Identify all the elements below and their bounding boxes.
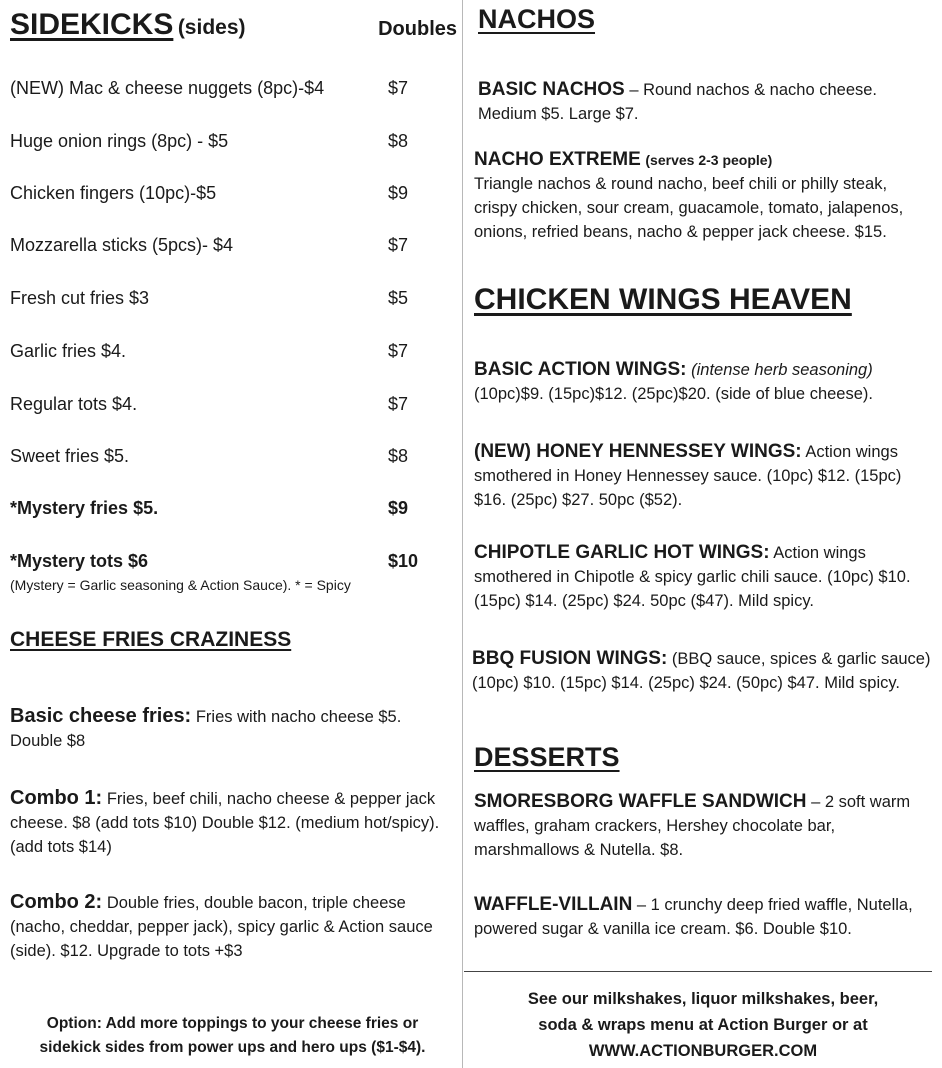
wings-item-name: CHIPOTLE GARLIC HOT WINGS: [474, 542, 770, 563]
cheese-fries-item-name: Combo 1: [10, 787, 103, 809]
nacho-extreme-desc: Triangle nachos & round nacho, beef chili or philly steak, crispy chicken, sour cream, guacamole, tomato, jalapenos, onions, refried beans, nacho & pepper jack cheese. $15. [474, 175, 904, 241]
side-item-double-price: $9 [388, 183, 409, 203]
basic-nachos-name: BASIC NACHOS [478, 79, 625, 100]
cheese-fries-item-desc: Fries, beef chili, nacho cheese & pepper jack cheese. $8 (add tots $10) Double $12. (medium hot/spicy). (add tots $14) [10, 790, 440, 856]
wings-item-desc: Action wings smothered in Honey Hennessey sauce. (10pc) $12. (15pc) $16. (25pc) $27. 50pc ($52). [474, 443, 902, 509]
side-item-name: *Mystery fries $5. [10, 498, 159, 518]
cheese-fries-item [10, 890, 450, 963]
cheese-fries-item-desc: Double fries, double bacon, triple cheese (nacho, cheddar, pepper jack), spicy garlic & Action sauce (side). $12. Upgrade to tots +$3 [10, 894, 433, 960]
side-item-double-price: $8 [388, 446, 409, 466]
wings-item-name: BBQ FUSION WINGS: [472, 648, 668, 669]
cheese-fries-item [10, 704, 450, 753]
basic-nachos [478, 78, 930, 126]
wings-title: CHICKEN WINGS HEAVEN [474, 283, 852, 316]
wings-item-name: (NEW) HONEY HENNESSEY WINGS: [474, 441, 802, 462]
side-item-name: Fresh cut fries $3 [10, 288, 150, 308]
side-item-name: Huge onion rings (8pc) - $5 [10, 131, 229, 151]
side-item [10, 183, 455, 204]
side-item [10, 551, 455, 572]
wings-item [472, 647, 934, 695]
website-link[interactable]: WWW.ACTIONBURGER.COM [588, 1042, 818, 1060]
footer-divider [464, 971, 932, 972]
nacho-extreme-name: NACHO EXTREME [474, 149, 641, 170]
wings-item [474, 358, 936, 406]
wings-item-extra: (intense herb seasoning) [691, 361, 873, 379]
cheese-fries-item [10, 786, 450, 859]
side-item-name: Regular tots $4. [10, 394, 138, 414]
cheese-fries-title: CHEESE FRIES CRAZINESS [10, 628, 292, 651]
doubles-column-label: Doubles [378, 18, 457, 40]
dessert-item-desc: – 2 soft warm waffles, graham crackers, Hershey chocolate bar, marshmallows & Nutella. $8. [474, 793, 911, 859]
sidekicks-subtitle: (sides) [177, 16, 246, 39]
side-item-double-price: $9 [388, 498, 409, 518]
cheese-fries-item-name: Combo 2: [10, 891, 103, 913]
nacho-extreme [474, 148, 934, 244]
side-item-double-price: $7 [388, 235, 409, 255]
side-item [10, 288, 455, 309]
wings-item [474, 440, 936, 512]
nachos-title: NACHOS [478, 4, 596, 34]
desserts-title: DESSERTS [474, 742, 620, 772]
dessert-item-name: SMORESBORG WAFFLE SANDWICH [474, 791, 807, 812]
wings-item-name: BASIC ACTION WINGS: [474, 359, 687, 380]
wings-item-desc: (BBQ sauce, spices & garlic sauce) (10pc) $10. (15pc) $14. (25pc) $24. (50pc) $47. Mild spicy. [472, 650, 931, 692]
side-item [10, 341, 455, 362]
sidekicks-header [10, 8, 455, 50]
wings-item-desc: Action wings smothered in Chipotle & spicy garlic chili sauce. (10pc) $10. (15pc) $14. (25pc) $24. 50pc ($47). Mild spicy. [474, 544, 911, 610]
side-item-name: (NEW) Mac & cheese nuggets (8pc)-$4 [10, 78, 325, 98]
column-divider [462, 0, 463, 1068]
side-item [10, 498, 455, 519]
side-item-double-price: $8 [388, 131, 409, 151]
sidekicks-title: SIDEKICKS [10, 8, 174, 41]
side-item [10, 394, 455, 415]
mystery-note: (Mystery = Garlic seasoning & Action Sauce). * = Spicy [10, 577, 351, 593]
wings-item [474, 541, 936, 613]
side-item-double-price: $7 [388, 394, 409, 414]
dessert-item [474, 790, 936, 862]
side-item-name: Garlic fries $4. [10, 341, 127, 361]
side-item-double-price: $7 [388, 341, 409, 361]
side-item-name: *Mystery tots $6 [10, 551, 149, 571]
side-item-name: Sweet fries $5. [10, 446, 130, 466]
nacho-extreme-serves: (serves 2-3 people) [645, 152, 773, 168]
cheese-fries-item-desc: Fries with nacho cheese $5. Double $8 [10, 708, 402, 750]
side-item-double-price: $10 [388, 551, 419, 571]
footer-line: soda & wraps menu at Action Burger or at [538, 1016, 868, 1034]
footer [472, 986, 934, 1064]
dessert-item [474, 893, 936, 941]
wings-item-desc: (10pc)$9. (15pc)$12. (25pc)$20. (side of blue cheese). [474, 385, 873, 403]
dessert-item-desc: – 1 crunchy deep fried waffle, Nutella, powered sugar & vanilla ice cream. $6. Double $10. [474, 896, 913, 938]
side-item [10, 235, 455, 256]
toppings-option-line: sidekick sides from power ups and hero ups ($1-$4). [39, 1039, 426, 1056]
cheese-fries-item-name: Basic cheese fries: [10, 705, 192, 727]
side-item-name: Chicken fingers (10pc)-$5 [10, 183, 217, 203]
toppings-option [10, 1012, 455, 1060]
side-item [10, 78, 455, 99]
side-item [10, 131, 455, 152]
side-item-name: Mozzarella sticks (5pcs)- $4 [10, 235, 234, 255]
side-item-double-price: $5 [388, 288, 409, 308]
side-item-double-price: $7 [388, 78, 409, 98]
side-item [10, 446, 455, 467]
footer-line: See our milkshakes, liquor milkshakes, beer, [527, 990, 879, 1008]
basic-nachos-desc: – Round nachos & nacho cheese. Medium $5. Large $7. [478, 81, 878, 123]
toppings-option-line: Option: Add more toppings to your cheese fries or [46, 1015, 419, 1032]
dessert-item-name: WAFFLE-VILLAIN [474, 894, 633, 915]
